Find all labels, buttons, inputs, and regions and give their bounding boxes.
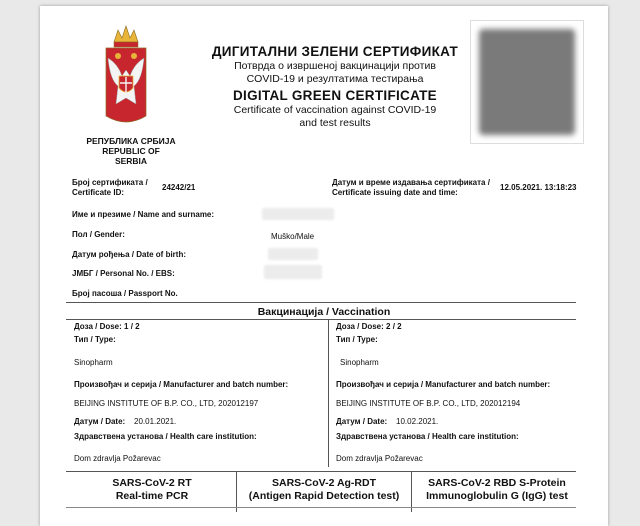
dose2-date-label: Датум / Date:	[336, 417, 388, 426]
dob-label: Датум рођења / Date of birth:	[72, 250, 186, 259]
qr-code	[470, 20, 584, 144]
issued-label	[332, 178, 490, 198]
republic-en: REPUBLIC OF SERBIA	[102, 146, 160, 166]
divider-tests	[66, 471, 576, 472]
dose2-type-value: Sinopharm	[340, 358, 379, 367]
dose2-type-label: Тип / Type:	[336, 335, 378, 344]
name-redacted	[262, 208, 334, 220]
dose2-manufacturer-value: BEIJING INSTITUTE OF B.P. CO., LTD, 202012194	[336, 399, 521, 408]
certificate-id-label	[72, 178, 148, 198]
divider-doses	[328, 319, 329, 467]
certificate-id-value: 24242/21	[162, 183, 196, 192]
dose2-label: Доза / Dose: 2 / 2	[336, 322, 402, 331]
name-label: Име и презиме / Name and surname:	[72, 210, 215, 219]
subtitle-sr-2: COVID-19 и резултатима тестирања	[246, 73, 424, 85]
dose1-date-label: Датум / Date:	[74, 417, 126, 426]
test-pcr-line1: SARS-CoV-2 RT	[112, 477, 192, 489]
test-ag-rdt-header	[238, 477, 410, 503]
gender-label: Пол / Gender:	[72, 230, 125, 239]
certificate-id-label-en: Certificate ID:	[72, 188, 125, 197]
test-igg-line1: SARS-CoV-2 RBD S-Protein	[428, 477, 566, 489]
divider-vaccination	[66, 319, 576, 320]
dose1-type-label: Тип / Type:	[74, 335, 116, 344]
dose2-manufacturer-label: Произвођач и серија / Manufacturer and batch number:	[336, 380, 551, 389]
dose2-institution-label: Здравствена установа / Health care institution:	[336, 432, 519, 441]
divider-tests-bottom	[66, 507, 576, 508]
test-pcr-line2: Real-time PCR	[115, 490, 189, 502]
test-igg-header	[413, 477, 581, 503]
subtitle-en-2: and test results	[299, 117, 371, 129]
issued-label-sr: Датум и време издавања сертификата /	[332, 178, 490, 187]
issued-label-en: Certificate issuing date and time:	[332, 188, 458, 197]
dose1-institution-value: Dom zdravlja Požarevac	[74, 454, 161, 463]
divider-test-1	[236, 471, 237, 512]
title-sr: ДИГИТАЛНИ ЗЕЛЕНИ СЕРТИФИКАТ	[211, 44, 459, 59]
serbian-coat-of-arms-icon	[100, 24, 152, 128]
certificate-id-label-sr: Број сертификата /	[72, 178, 148, 187]
dose2-date-value: 10.02.2021.	[396, 417, 439, 426]
jmbg-label: ЈМБГ / Personal No. / EBS:	[72, 269, 175, 278]
dose1-manufacturer-label: Произвођач и серија / Manufacturer and batch number:	[74, 380, 289, 389]
certificate-title-block	[200, 44, 470, 130]
title-en: DIGITAL GREEN CERTIFICATE	[232, 88, 437, 103]
test-pcr-header	[70, 477, 234, 503]
gender-value: Muško/Male	[271, 232, 315, 241]
subtitle-en-1: Certificate of vaccination against COVID-19	[233, 104, 437, 116]
subtitle-sr-1: Потврда о извршеној вакцинацији против	[234, 60, 436, 72]
divider-test-2	[411, 471, 412, 512]
dose1-type-value: Sinopharm	[74, 358, 113, 367]
test-ag-rdt-line2: (Antigen Rapid Detection test)	[248, 490, 400, 502]
jmbg-redacted	[264, 265, 322, 279]
vaccination-title: Вакцинација / Vaccination	[257, 306, 391, 318]
dose1-manufacturer-value: BEIJING INSTITUTE OF B.P. CO., LTD, 202012197	[74, 399, 259, 408]
divider-top	[66, 302, 576, 303]
republic-sr: РЕПУБЛИКА СРБИЈА	[86, 136, 176, 146]
qr-code-blurred	[479, 29, 575, 135]
republic-label	[86, 136, 176, 166]
test-ag-rdt-line1: SARS-CoV-2 Ag-RDT	[271, 477, 377, 489]
dose1-date-value: 20.01.2021.	[134, 417, 177, 426]
passport-label: Број пасоша / Passport No.	[72, 289, 178, 298]
dose1-label: Доза / Dose: 1 / 2	[74, 322, 140, 331]
dose1-institution-label: Здравствена установа / Health care institution:	[74, 432, 257, 441]
dob-redacted	[268, 248, 318, 260]
dose2-institution-value: Dom zdravlja Požarevac	[336, 454, 423, 463]
test-igg-line2: Immunoglobulin G (IgG) test	[426, 490, 568, 502]
issued-value: 12.05.2021. 13:18:23	[500, 183, 577, 192]
